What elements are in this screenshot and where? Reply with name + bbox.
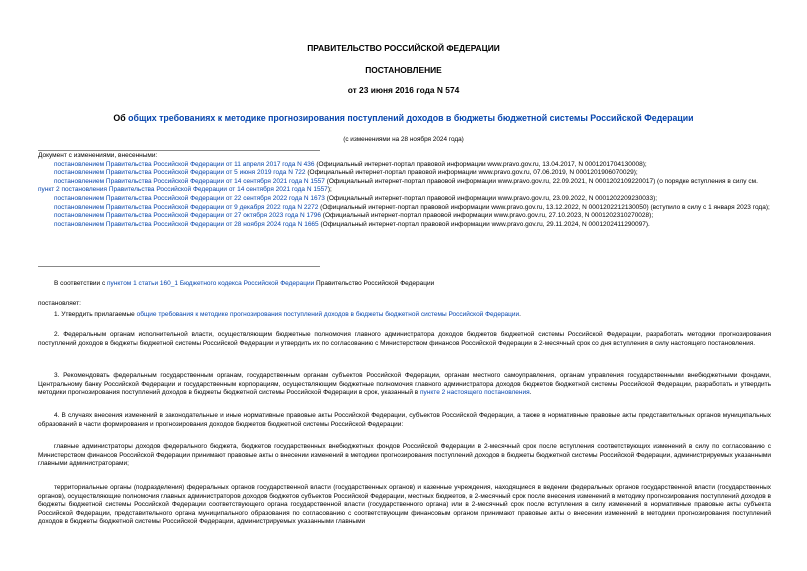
document-title (0, 114, 807, 123)
edition-note: (с изменениями на 28 ноября 2024 года) (343, 136, 464, 143)
amendment-link[interactable]: постановлением Правительства Российской Федерации от 9 декабря 2022 года N 2272 (54, 203, 319, 211)
amendment-link[interactable]: постановлением Правительства Российской Федерации от 28 ноября 2024 года N 1665 (54, 220, 319, 228)
paragraph-2-reference-link[interactable]: пункте 2 настоящего постановления (420, 389, 530, 397)
amendment-item: постановлением Правительства Российской Федерации от 11 апреля 2017 года N 436 (Официальный интернет-портал правовой информации www.pravo.gov.ru, 13.04.2017, N 0001201704130008); (54, 160, 647, 168)
paragraph-6: территориальные органы (подразделения) федеральных органов государственной власти (государственных органов) и казенные учреждения, находящиеся в ведении федеральных органов государственной власти (государственных органов), осуществляющие полномочия главных администраторов доходов бюджетов субъектов Российской Федерации, местных бюджетов, в 2-месячный срок после внесения изменений в методику прогнозирования поступлений доходов в бюджеты бюджетной системы Российской Федерации соответствующего органа государственной власти (государственного органа) или в 2-месячный срок после вступления в силу изменений в нормативные правовые акты субъекта Российской Федерации, представительного органа муниципального образования по согласованию с соответствующим финансовым органом принимают правовые акты о внесении изменений в методики прогнозирования поступлений доходов в бюджеты бюджетной системы Российской Федерации, администрируемых указанными главными (38, 484, 771, 526)
preamble: В соответствии с пунктом 1 статьи 160_1 Бюджетного кодекса Российской Федерации Правительство Российской Федерации (54, 280, 435, 287)
amendment-item: постановлением Правительства Российской Федерации от 9 декабря 2022 года N 2272 (Официальный интернет-портал правовой информации www.pravo.gov.ru, 13.12.2022, N 0001202212130050) (вступило в силу с 1 января 2023 года); (54, 203, 770, 211)
amendments-top-divider (38, 150, 320, 151)
amendment-item: постановлением Правительства Российской Федерации от 5 июня 2019 года N 722 (Официальный интернет-портал правовой информации www.pravo.gov.ru, 07.06.2019, N 0001201906070029); (54, 169, 638, 177)
paragraph-5: главные администраторы доходов федерального бюджета, бюджетов государственных внебюджетных фондов Российской Федерации в 2-месячный срок после вступления соответствующих изменений в силу по согласованию с Министерством финансов Российской Федерации принимают правовые акты о внесении изменений в методики прогнозирования поступлений доходов в бюджеты бюджетной системы Российской Федерации, администрируемых указанными главными администраторами; (38, 443, 771, 468)
amendments-intro: Документ с изменениями, внесенными: (38, 152, 158, 159)
amendment-secondary-link[interactable]: пункт 2 постановления Правительства Российской Федерации от 14 сентября 2021 года N 1557 (38, 186, 328, 194)
document-date-number: от 23 июня 2016 года N 574 (347, 85, 460, 95)
amendments-bottom-divider (38, 266, 320, 267)
title-link[interactable]: общих требованиях к методике прогнозирования поступлений доходов в бюджеты бюджетной системы Российской Федерации (128, 113, 694, 123)
document-type: ПОСТАНОВЛЕНИЕ (365, 65, 442, 75)
paragraph-1: 1. Утвердить прилагаемые общие требования к методике прогнозирования поступлений доходов в бюджеты бюджетной системы Российской Федерации. (54, 311, 521, 318)
paragraph-2: 2. Федеральным органам исполнительной власти, осуществляющим бюджетные полномочия главного администратора доходов бюджетов бюджетной системы Российской Федерации, разработать методики прогнозирования поступлений доходов в бюджеты бюджетной системы Российской Федерации и утвердить их по согласованию с Министерством финансов Российской Федерации в 2-месячный срок со дня вступления в силу настоящего постановления. (38, 331, 771, 347)
amendment-link[interactable]: постановлением Правительства Российской Федерации от 22 сентября 2022 года N 1673 (54, 194, 325, 202)
amendment-link[interactable]: постановлением Правительства Российской Федерации от 14 сентября 2021 года N 1557 (54, 177, 325, 185)
resolves-word: постановляет: (38, 300, 81, 307)
amendment-item: постановлением Правительства Российской Федерации от 28 ноября 2024 года N 1665 (Официальный интернет-портал правовой информации www.pravo.gov.ru, 29.11.2024, N 0001202411290097). (54, 220, 650, 228)
amendment-link[interactable]: постановлением Правительства Российской Федерации от 11 апреля 2017 года N 436 (54, 160, 315, 168)
amendment-item: постановлением Правительства Российской Федерации от 27 октября 2023 года N 1796 (Официальный интернет-портал правовой информации www.pravo.gov.ru, 27.10.2023, N 0001202310270028); (54, 212, 654, 220)
amendment-link[interactable]: постановлением Правительства Российской Федерации от 27 октября 2023 года N 1796 (54, 212, 321, 220)
amendment-item: постановлением Правительства Российской Федерации от 22 сентября 2022 года N 1673 (Официальный интернет-портал правовой информации www.pravo.gov.ru, 23.09.2022, N 0001202209230033); (54, 194, 658, 202)
amendment-item: постановлением Правительства Российской Федерации от 14 сентября 2021 года N 1557 (Официальный интернет-портал правовой информации www.pravo.gov.ru, 22.09.2021, N 0001202109220017) (о порядке вступления в силу см. пункт 2 постановления Правительства Российской Федерации от 14 сентября 2021 года N 1557); (38, 177, 758, 194)
amendment-link[interactable]: постановлением Правительства Российской Федерации от 5 июня 2019 года N 722 (54, 169, 306, 177)
paragraph-3: 3. Рекомендовать федеральным государственным органам, государственным органам субъектов Российской Федерации, органам местного самоуправления, органам управления государственными внебюджетными фондами, Центральному банку Российской Федерации и государственным корпорациям, осуществляющим бюджетные полномочия главного администратора доходов бюджетов бюджетной системы Российской Федерации, разработать и утвердить методики прогнозирования поступлений доходов в бюджеты бюджетной системы Российской Федерации в срок, указанный в пункте 2 настоящего постановления. (38, 372, 771, 397)
amendments-list (38, 152, 771, 229)
general-requirements-link[interactable]: общие требования к методике прогнозирования поступлений доходов в бюджеты бюджетной системы Российской Федерации (136, 311, 520, 318)
budget-code-link[interactable]: пунктом 1 статьи 160_1 Бюджетного кодекса Российской Федерации (107, 280, 315, 287)
title-prefix: Об (113, 113, 129, 123)
paragraph-4: 4. В случаях внесения изменений в законодательные и иные нормативные правовые акты Российской Федерации, субъектов Российской Федерации, а также в нормативные правовые акты представительных органов муниципальных образований в части формирования и прогнозирования доходов бюджетов бюджетной системы Российской Федерации: (38, 412, 771, 428)
issuing-authority: ПРАВИТЕЛЬСТВО РОССИЙСКОЙ ФЕДЕРАЦИИ (307, 43, 500, 53)
